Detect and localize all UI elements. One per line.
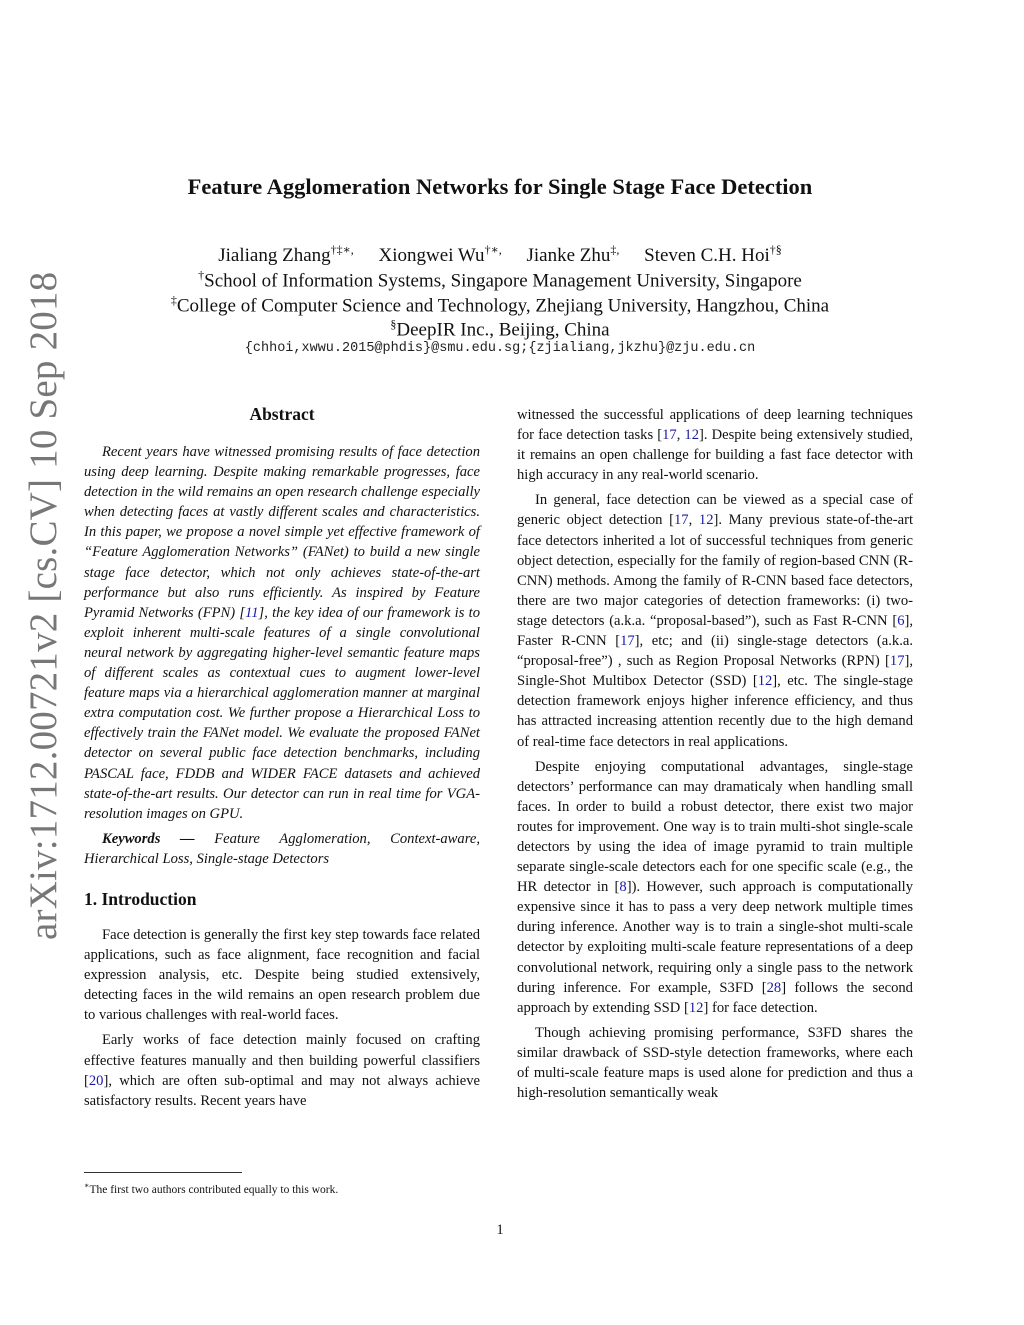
left-column	[84, 400, 480, 1116]
intro-paragraph-2: Early works of face detection mainly focused on crafting effective features manually and then building powerful classifiers [20], which are often sub-optimal and may not always achieve satisfactory results. Recent years have	[84, 1032, 480, 1109]
intro-paragraph-1: Face detection is generally the first key step towards face related applications, such as face alignment, face recognition and facial expression analysis, etc. Despite being studied extensively, detecting faces in the wild remains an open research problem due to various challenges with real-world faces.	[84, 926, 480, 1024]
citation-link[interactable]: 11	[245, 604, 259, 621]
section-heading-introduction: 1. Introduction	[84, 888, 197, 909]
citation-link[interactable]: 6	[897, 612, 905, 629]
abstract-body: Recent years have witnessed promising results of face detection using deep learning. Despite making remarkable progresses, face detection in the wild remains an open research challenge especially when detecting faces at vastly different scales and characteristics. In this paper, we propose a novel simple yet effective framework of “Feature Agglomeration Networks” (FANet) to build a new single stage face detector, which not only achieves state-of-the-art performance but also runs efficiently. As inspired by Feature Pyramid Networks (FPN) [11], the key idea of our framework is to exploit inherent multi-scale features of a single convolutional neural network by aggregating higher-level semantic feature maps of different scales as contextual cues to augment lower-level feature maps via a hierarchical agglomeration manner at marginal extra computation cost. We further propose a Hierarchical Loss to effectively train the FANet model. We evaluate the proposed FANet detector on several public face detection benchmarks, including PASCAL face, FDDB and WIDER FACE datasets and achieved state-of-the-art results. Our detector can run in real time for VGA-resolution images on GPU.	[84, 444, 480, 822]
footnote: ∗The first two authors contributed equally to this work.	[84, 1181, 339, 1196]
affiliation-zju: ‡College of Computer Science and Technology, Zhejiang University, Hangzhou, China	[170, 293, 830, 317]
citation-link[interactable]: 12	[684, 427, 699, 444]
author-2: Xiongwei Wu†∗,	[378, 243, 502, 267]
affiliation-smu: †School of Information Systems, Singapore Management University, Singapore	[198, 268, 802, 292]
right-paragraph-2: In general, face detection can be viewed as a special case of generic object detection [17, 12]. Many previous state-of-the-art face detectors inherited a lot of successful techniques from generic object detection, especially for the family of region-based CNN (R-CNN) methods. Among the family of R-CNN based face detectors, there are two major categories of detection frameworks: (i) two-stage detectors (a.k.a. “proposal-based”), such as Fast R-CNN [6], Faster R-CNN [17], etc; and (ii) single-stage detectors (a.k.a. “proposal-free”) , such as Region Proposal Networks (RPN) [17], Single-Shot Multibox Detector (SSD) [12], etc. The single-stage detection framework enjoys higher inference efficiency, and thus has attracted increasing attention recently due to the high demand of real-time face detectors in real applications.	[517, 492, 914, 750]
citation-link[interactable]: 17	[889, 653, 905, 670]
author-4: Steven C.H. Hoi†§	[644, 243, 782, 267]
citation-link[interactable]: 8	[619, 879, 627, 896]
affiliation-deepir: §DeepIR Inc., Beijing, China	[390, 317, 610, 341]
citation-link[interactable]: 17	[620, 633, 635, 650]
citation-link[interactable]: 12	[688, 999, 704, 1016]
citation-link[interactable]: 12	[698, 512, 714, 529]
keywords: Keywords — Feature Agglomeration, Context-aware, Hierarchical Loss, Single-stage Detectors	[84, 830, 480, 867]
citation-link[interactable]: 20	[88, 1072, 104, 1089]
footnote-divider	[84, 1172, 242, 1173]
arxiv-identifier-stamp: arXiv:1712.00721v2 [cs.CV] 10 Sep 2018	[22, 271, 65, 940]
page-number: 1	[496, 1222, 504, 1238]
citation-link[interactable]: 28	[766, 979, 782, 996]
keywords-label: Keywords —	[102, 830, 195, 847]
right-paragraph-3: Despite enjoying computational advantages, single-stage detectors’ performance can may dramaticaly when handling small faces. In order to build a robust detector, there exist two major routes for improvement. One way is to train multi-shot single-scale detectors by using the idea of image pyramid to train multiple separate single-scale detectors each for one specific scale (e.g., the HR detector in [8]). However, such approach is computationally expensive since it has to pass a very deep network multiple times during inference. Another way is to train a single-shot multi-scale detector by exploiting multi-scale feature representations of a deep convolutional network, requiring only a single pass to the network during inference. For example, S3FD [28] follows the second approach by extending SSD [12] for face detection.	[517, 758, 913, 1016]
right-paragraph-4: Though achieving promising performance, S3FD shares the similar drawback of SSD-style detection frameworks, where each of multi-scale feature maps is used alone for prediction and thus a high-resolution semantically weak	[517, 1024, 913, 1102]
paper-title: Feature Agglomeration Networks for Single Stage Face Detection	[187, 174, 813, 199]
right-column	[517, 405, 913, 1108]
abstract-heading: Abstract	[249, 404, 315, 424]
author-1: Jialiang Zhang†‡∗,	[218, 243, 354, 267]
right-paragraph-1: witnessed the successful applications of deep learning techniques for face detection tasks [17, 12]. Despite being extensively studied, it remains an open challenge for building a fast face detector with high accuracy in any real-world scenario.	[517, 407, 914, 484]
citation-link[interactable]: 12	[757, 673, 773, 690]
author-emails: {chhoi,xwwu.2015@phdis}@smu.edu.sg;{zjialiang,jkzhu}@zju.edu.cn	[244, 341, 756, 356]
author-3: Jianke Zhu‡,	[526, 243, 620, 267]
citation-link[interactable]: 17	[662, 427, 677, 444]
citation-link[interactable]: 17	[673, 512, 689, 529]
